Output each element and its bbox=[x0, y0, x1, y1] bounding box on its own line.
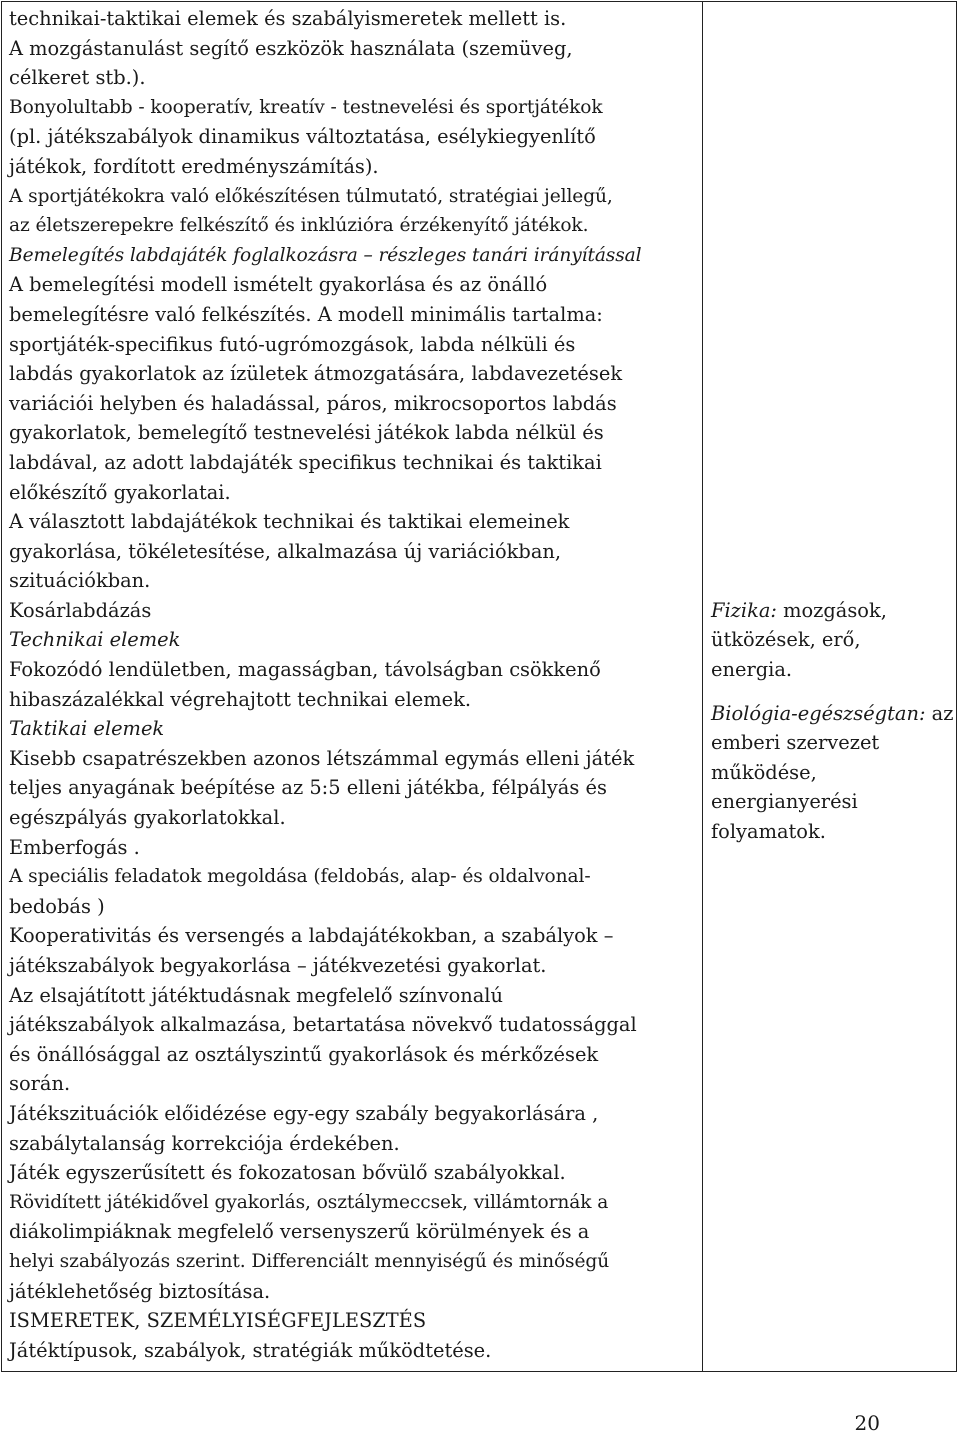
text-line bbox=[9, 951, 696, 981]
text-line bbox=[9, 359, 696, 389]
content-cell bbox=[2, 2, 703, 1372]
text-line bbox=[9, 921, 696, 951]
text-line bbox=[9, 1277, 696, 1307]
text-line bbox=[9, 892, 696, 922]
text-run: energia. bbox=[711, 658, 793, 682]
text-run: gyakorlása, tökéletesítése, alkalmazása új variációkban, bbox=[9, 539, 562, 563]
text-run: játéklehetőség biztosítása. bbox=[9, 1279, 271, 1303]
text-line bbox=[9, 596, 696, 626]
text-line bbox=[9, 714, 696, 744]
text-run: helyi szabályozás szerint. Differenciált mennyiségű és minőségű bbox=[9, 1250, 610, 1272]
text-line bbox=[9, 773, 696, 803]
text-run: mozgások, bbox=[776, 598, 887, 622]
text-line bbox=[9, 566, 696, 596]
text-run: A mozgástanulást segítő eszközök használata (szemüveg, bbox=[9, 36, 573, 60]
text-line bbox=[711, 758, 950, 788]
text-run: egészpályás gyakorlatokkal. bbox=[9, 806, 286, 830]
text-run: játékszabályok begyakorlása – játékvezetési gyakorlat. bbox=[9, 954, 547, 977]
text-run: Kooperativitás és versengés a labdajátékokban, a szabályok – bbox=[9, 924, 614, 948]
text-run: szabálytalanság korrekciója érdekében. bbox=[9, 1131, 400, 1155]
text-line bbox=[9, 1217, 696, 1247]
italic-text: Biológia-egészségtan: bbox=[711, 701, 926, 725]
text-line bbox=[9, 211, 696, 241]
text-line bbox=[711, 728, 950, 758]
text-run: emberi szervezet bbox=[711, 731, 880, 755]
text-run: A speciális feladatok megoldása (feldobás, alap- és oldalvonal- bbox=[9, 866, 591, 888]
text-run: folyamatok. bbox=[711, 820, 826, 844]
text-run: Bonyolultabb - kooperatív, kreatív - testnevelési és sportjátékok bbox=[9, 96, 603, 118]
text-line bbox=[711, 787, 950, 817]
text-line bbox=[9, 1188, 696, 1218]
text-line bbox=[9, 1306, 696, 1336]
text-run: labdával, az adott labdajáték specifikus technikai és taktikai bbox=[9, 450, 602, 474]
text-run: és önállósággal az osztályszintű gyakorlások és mérkőzések bbox=[9, 1042, 599, 1066]
text-line bbox=[9, 1069, 696, 1099]
text-line bbox=[9, 1247, 696, 1277]
text-run: labdás gyakorlatok az ízületek átmozgatására, labdavezetések bbox=[9, 362, 623, 386]
text-run: Kosárlabdázás bbox=[9, 598, 152, 622]
text-run: Játékszituációk előidézése egy-egy szabály begyakorlására , bbox=[9, 1101, 599, 1125]
text-line bbox=[9, 981, 696, 1011]
text-line bbox=[711, 655, 950, 685]
text-run: (pl. játékszabályok dinamikus változtatása, esélykiegyenlítő bbox=[9, 125, 596, 149]
connections-text bbox=[703, 2, 956, 853]
table-row bbox=[2, 2, 957, 1372]
text-run: diákolimpiáknak megfelelő versenyszerű körülmények és a bbox=[9, 1220, 590, 1244]
text-run: gyakorlatok, bemelegítő testnevelési játékok labda nélkül és bbox=[9, 421, 604, 445]
text-run: Emberfogás . bbox=[9, 835, 140, 859]
italic-text: Technikai elemek bbox=[9, 628, 181, 652]
text-run: szituációkban. bbox=[9, 569, 151, 593]
text-line bbox=[711, 699, 954, 729]
text-line bbox=[9, 448, 696, 478]
text-run: teljes anyagának beépítése az 5:5 elleni játékba, félpályás és bbox=[9, 776, 607, 800]
text-line bbox=[9, 182, 696, 212]
text-line bbox=[9, 63, 696, 93]
curriculum-table bbox=[1, 1, 957, 1372]
text-run: célkeret stb.). bbox=[9, 66, 146, 90]
text-run: Kisebb csapatrészekben azonos létszámmal egymás elleni játék bbox=[9, 746, 635, 770]
italic-text: Fizika: bbox=[711, 598, 777, 622]
text-run: energianyerési bbox=[711, 790, 858, 814]
text-run: bemelegítésre való felkészítés. A modell minimális tartalma: bbox=[9, 302, 603, 326]
text-run: A választott labdajátékok technikai és taktikai elemeinek bbox=[9, 510, 570, 534]
text-run: ISMERETEK, SZEMÉLYISÉGFEJLESZTÉS bbox=[9, 1309, 427, 1333]
text-line bbox=[9, 1336, 696, 1366]
text-run: az életszerepekre felkészítő és inklúzióra érzékenyítő játékok. bbox=[9, 215, 589, 237]
text-run: A sportjátékokra való előkészítésen túlmutató, stratégiai jellegű, bbox=[9, 185, 613, 207]
text-run: játékszabályok alkalmazása, betartatása növekvő tudatossággal bbox=[9, 1013, 637, 1037]
physics-connection bbox=[711, 596, 950, 685]
text-line bbox=[9, 300, 696, 330]
text-line bbox=[9, 507, 696, 537]
text-line bbox=[9, 330, 696, 360]
text-line bbox=[9, 1129, 696, 1159]
text-run: Játéktípusok, szabályok, stratégiák működtetése. bbox=[9, 1338, 492, 1362]
text-line bbox=[9, 685, 696, 715]
text-line bbox=[9, 655, 696, 685]
text-line bbox=[711, 817, 950, 847]
text-line bbox=[9, 418, 696, 448]
connections-spacer bbox=[711, 4, 950, 596]
text-run: Játék egyszerűsített és fokozatosan bővülő szabályokkal. bbox=[9, 1161, 566, 1185]
text-line bbox=[9, 93, 696, 123]
text-run: Az elsajátított játéktudásnak megfelelő színvonalú bbox=[9, 983, 503, 1007]
text-line bbox=[9, 1099, 696, 1129]
text-line bbox=[9, 744, 696, 774]
text-run: Rövidített játékidővel gyakorlás, osztálymeccsek, villámtornák a bbox=[9, 1191, 609, 1213]
text-run: variációi helyben és haladással, páros, mikrocsoportos labdás bbox=[9, 391, 617, 415]
text-run: hibaszázalékkal végrehajtott technikai elemek. bbox=[9, 687, 472, 711]
italic-text: Taktikai elemek bbox=[9, 717, 165, 741]
text-run: ütközések, erő, bbox=[711, 628, 861, 652]
text-line bbox=[9, 4, 696, 34]
content-text bbox=[2, 2, 702, 1371]
page-number: 20 bbox=[854, 1411, 880, 1435]
text-run: játékok, fordított eredményszámítás). bbox=[9, 154, 379, 178]
text-run: során. bbox=[9, 1072, 71, 1096]
text-line bbox=[9, 1158, 696, 1188]
text-run: sportjáték-specifikus futó-ugrómozgások, labda nélküli és bbox=[9, 332, 576, 356]
text-line bbox=[9, 34, 696, 64]
text-line bbox=[9, 537, 696, 567]
text-line bbox=[9, 241, 696, 271]
text-line bbox=[9, 833, 696, 863]
text-run: előkészítő gyakorlatai. bbox=[9, 480, 231, 504]
text-run: működése, bbox=[711, 760, 817, 784]
biology-connection bbox=[711, 699, 954, 847]
text-line bbox=[9, 625, 696, 655]
text-line bbox=[9, 1040, 696, 1070]
text-line bbox=[9, 1010, 696, 1040]
text-line bbox=[9, 122, 696, 152]
text-line bbox=[711, 625, 950, 655]
text-line bbox=[9, 478, 696, 508]
text-run: az bbox=[925, 701, 954, 725]
text-line bbox=[9, 270, 696, 300]
connections-gap bbox=[711, 685, 950, 699]
text-run: technikai-taktikai elemek és szabályismeretek mellett is. bbox=[9, 7, 567, 30]
text-line bbox=[9, 389, 696, 419]
text-run: Fokozódó lendületben, magasságban, távolságban csökkenő bbox=[9, 658, 601, 682]
italic-text: Bemelegítés labdajáték foglalkozásra – részleges tanári irányítással bbox=[9, 244, 642, 266]
text-line bbox=[9, 803, 696, 833]
text-line bbox=[9, 152, 696, 182]
text-line bbox=[9, 862, 696, 892]
text-run: A bemelegítési modell ismételt gyakorlása és az önálló bbox=[9, 273, 548, 297]
text-run: bedobás ) bbox=[9, 894, 105, 918]
text-line bbox=[711, 596, 950, 626]
connections-cell bbox=[703, 2, 957, 1372]
